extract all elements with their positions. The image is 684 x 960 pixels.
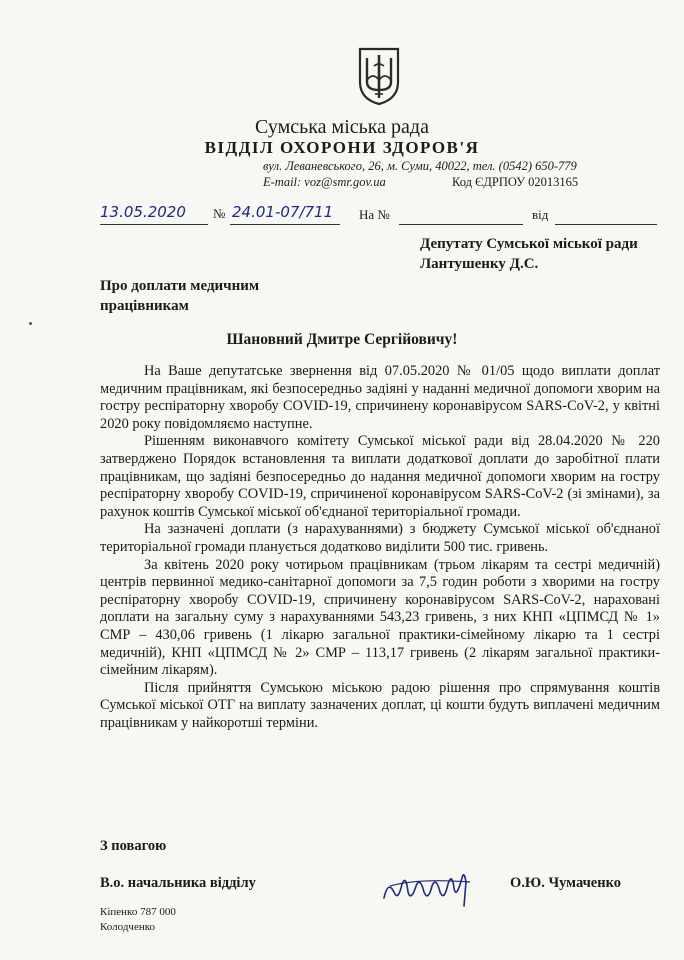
edrpou-code: Код ЄДРПОУ 02013165 [452, 175, 579, 189]
body-paragraph-1: На Ваше депутатське звернення від 07.05.2020 № 01/05 щодо виплати доплат медичним працівникам, які безпосередньо задіяні у наданні медичної допомоги хворим на гостру респіраторну хворобу COVID-19, спричинену коронавірусом SARS-CoV-2, у квітні 2020 року повідомляємо наступне. [100, 363, 660, 432]
body-paragraph-4: За квітень 2020 року чотирьом працівникам (трьом лікарям та сестрі медичній) центрів первинної медико-санітарної допомоги за 7,5 годин роботи з хворими на гостру респіраторну хворобу COVID-19, спричинену коронавірусом SARS-CoV-2, нараховані доплати на загальну суму з нарахуваннями 543,23 гривень, з них КНП «ЦПМСД № 1» СМР – 430,06 гривень (1 лікарю загальної практики-сімейному лікарю та 1 сестрі медичній), КНП «ЦПМСД № 2» СМР – 113,17 гривень (2 лікарям загальної практики-сімейним лікарям). [100, 556, 660, 679]
outgoing-date: 13.05.2020 [100, 203, 186, 221]
contact-phone: Кіпенко 787 000 [100, 906, 176, 918]
reference-number-line [399, 224, 523, 225]
body-paragraph-2: Рішенням виконавчого комітету Сумської міської ради від 28.04.2020 № 220 затверджено Порядок встановлення та виплати додаткової доплати до заробітної плати працівникам, що задіяні безпосередньо до надання медичної допомоги хворим на гостру респіраторну хворобу COVID-19, спричиненої коронавірусом SARS-CoV-2 (зі змінами), за рахунок коштів Сумської міської об'єднаної територіальної громади. [100, 433, 660, 520]
closing-phrase: З повагою [100, 838, 167, 854]
body-paragraph-3: На зазначені доплати (з нарахуваннями) з бюджету Сумської міської об'єднаної територіальної громади планується додатково виділити 500 тис. гривень. [100, 521, 660, 555]
number-sign: № [213, 206, 226, 221]
email-line: E-mail: voz@smr.gov.ua [263, 175, 386, 189]
recipient-line-1: Депутату Сумської міської ради [420, 236, 638, 252]
recipient-block [420, 234, 638, 274]
subject-line-1: Про доплати медичним [100, 278, 260, 294]
trident-coat-of-arms-icon [357, 46, 401, 106]
scan-speck [29, 322, 32, 325]
outgoing-number: 24.01-07/711 [232, 203, 334, 221]
signer-role: В.о. начальника відділу [100, 875, 256, 891]
body-paragraph-5: Після прийняття Сумською міською радою рішення про спрямування коштів Сумської міської ОТГ на виплату зазначених доплат, ці кошти будуть виплачені медичним працівникам у найкоротші терміни. [100, 679, 660, 731]
subject-line-2: працівникам [100, 298, 189, 314]
reference-date-label: від [532, 207, 549, 222]
reference-number-label: На № [359, 207, 390, 222]
handwritten-signature [378, 862, 480, 910]
date-underline [100, 224, 208, 225]
address-line: вул. Леваневського, 26, м. Суми, 40022, тел. (0542) 650-779 [263, 159, 577, 173]
letter-body [100, 363, 660, 732]
department-name: ВІДДІЛ ОХОРОНИ ЗДОРОВ'Я [204, 138, 480, 157]
subject-block [100, 276, 259, 316]
greeting: Шановний Дмитре Сергійовичу! [226, 331, 458, 348]
number-underline [230, 224, 340, 225]
executor-name: Колодченко [100, 921, 155, 933]
org-name: Сумська міська рада [255, 116, 429, 138]
signer-name: О.Ю. Чумаченко [510, 875, 622, 891]
reference-date-line [555, 224, 657, 225]
recipient-line-2: Лантушенку Д.С. [420, 256, 539, 272]
